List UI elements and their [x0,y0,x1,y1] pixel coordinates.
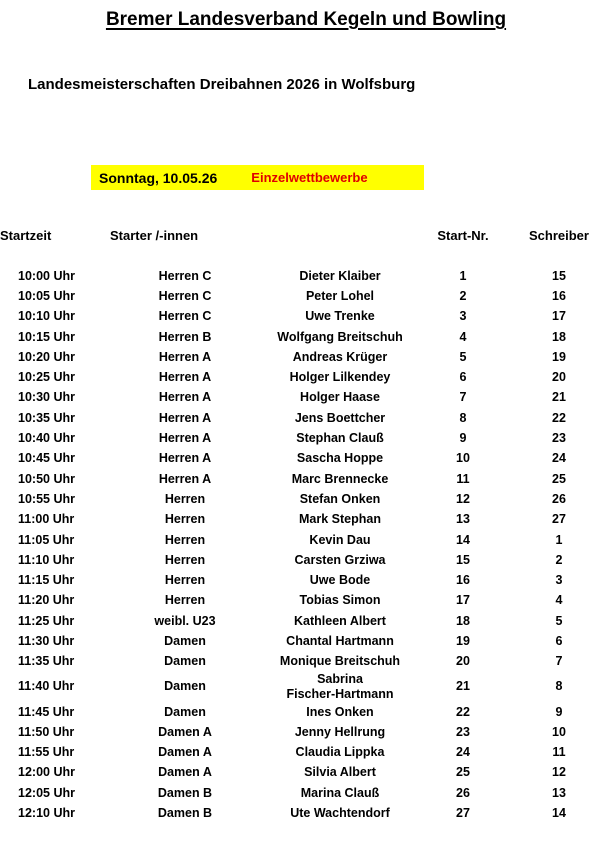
cell-schreiber: 17 [552,309,566,324]
cell-category: Herren C [158,268,212,283]
cell-startzeit: 10:15 Uhr [18,329,75,344]
cell-start-nr: 5 [459,349,467,364]
table-row [0,652,612,672]
cell-category: Herren [164,573,206,588]
cell-category: Damen A [158,765,212,780]
cell-starter-name: Mark Stephan [299,512,381,527]
cell-starter-name: Holger Lilkendey [289,370,391,385]
cell-start-nr: 12 [456,491,470,506]
starter-name-line-1: Sabrina [317,671,363,686]
cell-startzeit: 11:40 Uhr [18,679,75,694]
cell-category: Damen A [158,724,212,739]
cell-start-nr: 3 [459,309,467,324]
cell-schreiber: 5 [555,613,563,628]
cell-category: Damen [164,633,206,648]
start-schedule-table [0,228,612,824]
table-row [0,570,612,590]
starter-name-line-2: Fischer-Hartmann [286,686,394,701]
table-row [0,591,612,611]
cell-start-nr: 19 [456,633,470,648]
cell-startzeit: 10:20 Uhr [18,349,75,364]
table-header [0,228,612,266]
cell-start-nr: 23 [456,724,470,739]
table-row [0,307,612,327]
cell-starter-name: Stefan Onken [299,491,381,506]
banner-competition-kind-label: Einzelwettbewerbe [251,170,368,185]
cell-startzeit: 11:05 Uhr [18,532,75,547]
cell-startzeit: 11:00 Uhr [18,512,75,527]
cell-startzeit: 11:15 Uhr [18,573,75,588]
cell-starter-name: Holger Haase [300,390,380,405]
cell-start-nr: 26 [456,785,470,800]
cell-starter-name: Sascha Hoppe [296,451,384,466]
cell-start-nr: 16 [456,573,470,588]
page-title-text: Bremer Landesverband Kegeln und Bowling [105,9,507,30]
cell-category: Damen A [158,745,212,760]
cell-startzeit: 11:25 Uhr [18,613,75,628]
cell-category: Herren C [158,309,212,324]
cell-starter-name: Marc Brennecke [291,471,389,486]
cell-category: Damen [164,704,206,719]
cell-starter-name: Claudia Lippka [295,745,385,760]
cell-startzeit: 11:30 Uhr [18,633,75,648]
cell-schreiber: 16 [552,288,566,303]
table-row [0,489,612,509]
cell-start-nr: 17 [456,593,470,608]
cell-category: Herren [164,552,206,567]
cell-schreiber: 15 [552,268,566,283]
cell-starter-name: Uwe Bode [309,573,371,588]
cell-category: Herren A [158,451,212,466]
cell-starter-name: Kathleen Albert [294,613,386,628]
cell-schreiber: 1 [555,532,563,547]
cell-start-nr: 20 [456,654,470,669]
cell-starter-name: Stephan Clauß [296,431,384,446]
column-header-start-nr: Start-Nr. [437,228,489,243]
table-header-row [0,228,612,266]
cell-starter-name: Peter Lohel [305,288,375,303]
table-row [0,611,612,631]
cell-schreiber: 3 [555,573,563,588]
cell-startzeit: 12:10 Uhr [18,806,75,821]
cell-starter-name: Dieter Klaiber [299,268,381,283]
cell-start-nr: 25 [456,765,470,780]
page-subtitle: Landesmeisterschaften Dreibahnen 2026 in Wolfsburg [28,76,416,93]
cell-schreiber: 20 [552,370,566,385]
cell-startzeit: 10:50 Uhr [18,471,75,486]
event-banner [91,165,424,190]
cell-startzeit: 10:05 Uhr [18,288,75,303]
cell-starter-name: Wolfgang Breitschuh [277,329,403,344]
table-row [0,469,612,489]
cell-starter-name: Ines Onken [306,704,374,719]
table-row [0,510,612,530]
cell-start-nr: 13 [456,512,470,527]
cell-starter-name: Chantal Hartmann [286,633,394,648]
cell-start-nr: 6 [459,370,467,385]
cell-start-nr: 10 [456,451,470,466]
column-header-name [260,228,420,266]
cell-category: Damen B [157,785,213,800]
cell-schreiber: 13 [552,785,566,800]
cell-startzeit: 11:45 Uhr [18,704,75,719]
cell-category: Damen [164,679,206,694]
cell-startzeit: 10:10 Uhr [18,309,75,324]
cell-start-nr: 14 [456,532,470,547]
cell-starter-name: Kevin Dau [309,532,371,547]
cell-schreiber: 23 [552,431,566,446]
table-row [0,783,612,803]
cell-starter-name [260,672,420,702]
cell-schreiber: 12 [552,765,566,780]
cell-category: Damen B [157,806,213,821]
cell-start-nr: 18 [456,613,470,628]
table-row [0,530,612,550]
cell-starter-name: Ute Wachtendorf [290,806,390,821]
table-row [0,286,612,306]
cell-startzeit: 10:25 Uhr [18,370,75,385]
table-row [0,631,612,651]
cell-category: Herren A [158,431,212,446]
cell-start-nr: 4 [459,329,467,344]
table-row [0,428,612,448]
cell-schreiber: 19 [552,349,566,364]
table-row [0,449,612,469]
cell-starter-name: Jens Boettcher [294,410,386,425]
cell-startzeit: 12:05 Uhr [18,785,75,800]
table-row [0,763,612,783]
cell-start-nr: 1 [459,268,467,283]
table-row [0,672,612,702]
cell-start-nr: 9 [459,431,467,446]
cell-category: Herren A [158,471,212,486]
column-header-startzeit: Startzeit [0,228,52,243]
cell-category: Herren [164,491,206,506]
cell-schreiber: 6 [555,633,563,648]
cell-startzeit: 11:35 Uhr [18,654,75,669]
cell-category: Herren A [158,390,212,405]
table-row [0,550,612,570]
table-row [0,367,612,387]
cell-startzeit: 11:50 Uhr [18,724,75,739]
cell-startzeit: 11:55 Uhr [18,745,75,760]
cell-startzeit: 12:00 Uhr [18,765,75,780]
cell-category: Herren A [158,410,212,425]
cell-schreiber: 21 [552,390,566,405]
cell-start-nr: 27 [456,806,470,821]
cell-start-nr: 21 [456,679,470,694]
cell-category: Herren [164,532,206,547]
table-row [0,722,612,742]
cell-schreiber: 2 [555,552,563,567]
cell-startzeit: 10:30 Uhr [18,390,75,405]
cell-schreiber: 4 [555,593,563,608]
table-row [0,327,612,347]
cell-category: Damen [164,654,206,669]
table-row [0,702,612,722]
table-row [0,803,612,823]
cell-start-nr: 11 [456,471,470,486]
cell-startzeit: 11:10 Uhr [18,552,75,567]
cell-start-nr: 7 [459,390,467,405]
table-row [0,347,612,367]
column-header-schreiber: Schreiber [529,228,589,243]
cell-starter-name: Andreas Krüger [292,349,388,364]
cell-schreiber: 25 [552,471,566,486]
cell-start-nr: 15 [456,552,470,567]
page-title [0,8,612,32]
cell-starter-name: Tobias Simon [299,593,381,608]
table-body [0,266,612,824]
cell-startzeit: 10:00 Uhr [18,268,75,283]
cell-schreiber: 8 [555,679,563,694]
table-row [0,266,612,286]
cell-startzeit: 10:40 Uhr [18,431,75,446]
cell-schreiber: 24 [552,451,566,466]
column-header-starter: Starter /-innen [110,228,199,243]
table-row [0,408,612,428]
cell-schreiber: 26 [552,491,566,506]
cell-schreiber: 10 [552,724,566,739]
cell-category: Herren A [158,349,212,364]
cell-startzeit: 10:35 Uhr [18,410,75,425]
cell-starter-name: Monique Breitschuh [279,654,401,669]
cell-start-nr: 24 [456,745,470,760]
cell-schreiber: 14 [552,806,566,821]
cell-category: Herren A [158,370,212,385]
cell-schreiber: 18 [552,329,566,344]
cell-startzeit: 10:45 Uhr [18,451,75,466]
table-row [0,743,612,763]
banner-date-label: Sonntag, 10.05.26 [99,169,218,186]
cell-start-nr: 2 [459,288,467,303]
cell-start-nr: 22 [456,704,470,719]
cell-startzeit: 11:20 Uhr [18,593,75,608]
cell-category: Herren [164,593,206,608]
cell-starter-name: Silvia Albert [304,765,376,780]
cell-category: Herren C [158,288,212,303]
cell-starter-name: Uwe Trenke [305,309,375,324]
cell-category: Herren B [158,329,212,344]
cell-start-nr: 8 [459,410,467,425]
cell-starter-name: Carsten Grziwa [294,552,386,567]
cell-starter-name: Jenny Hellrung [294,724,386,739]
table-row [0,388,612,408]
cell-category: weibl. U23 [154,613,216,628]
cell-schreiber: 11 [552,745,566,760]
cell-starter-name: Marina Clauß [300,785,380,800]
cell-startzeit: 10:55 Uhr [18,491,75,506]
cell-schreiber: 27 [552,512,566,527]
cell-schreiber: 9 [555,704,563,719]
cell-schreiber: 22 [552,410,566,425]
cell-schreiber: 7 [555,654,563,669]
cell-category: Herren [164,512,206,527]
